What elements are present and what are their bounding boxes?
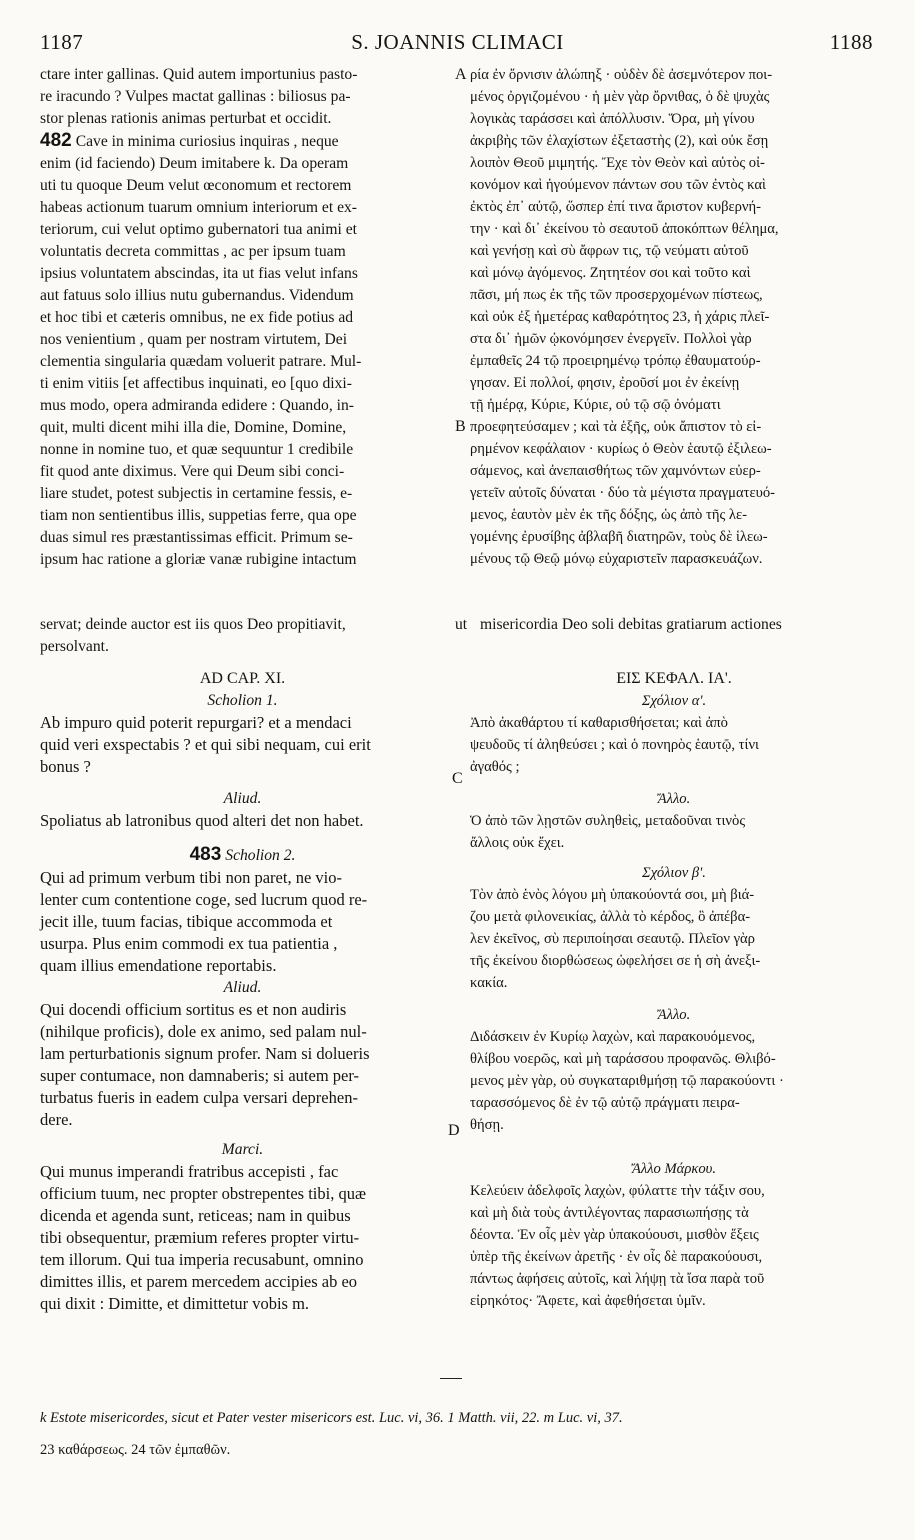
running-title: S. JOANNIS CLIMACI [351,30,564,54]
greek-scholion2-line: λεν ἐκεῖνος, σὺ περιποίησαι σεαυτῷ. Πλεῖον γὰρ [470,931,755,947]
greek-text-line: γησαν. Εἰ πολλοί, φησιν, ἐροῦσί μοι ἐν ἐκείνῃ [470,375,740,391]
latin-text-line [40,130,445,153]
greek-text-line: ἀκριβὴς τῶν ἐλαχίστων ἐξεταστὴς (2), καὶ οὐκ ἔσῃ [470,133,769,149]
greek-text-line: ἐκτὸς ἐπ᾿ αὐτῷ, ὥσπερ ἐπί τινα ἄριστον κυβερνή- [470,199,762,215]
greek-allo2-line: Διδάσκειν ἐν Κυρίῳ λαχὼν, καὶ παρακουόμενος, [470,1029,756,1045]
divider-rule [440,1378,462,1379]
greek-text-line: καὶ γενήσῃ καὶ σὺ ἄφρων τις, τῷ νεύματι αὐτοῦ [470,243,749,259]
full-line-right: misericordia Deo soli debitas gratiarum actiones [480,616,782,633]
latin-main-column [40,64,445,571]
latin-text-line: nonne in nomine tuo, et quæ sequuntur 1 credibile [40,441,354,458]
latin-scholion2-heading: Scholion 2. [225,847,296,864]
latin-text-line: habeas actionum tuarum omnium interiorum et ex- [40,199,357,216]
greek-marci-line: εἰρηκότος· Ἄφετε, καὶ ἀφεθήσεται ὑμῖν. [470,1293,706,1309]
latin-scholion1-heading: Scholion 1. [207,692,278,709]
greek-scholia [470,668,878,1312]
greek-text-line: ρημένον κεφάλαιον · κυρίως ὁ Θεὸν ἑαυτῷ ἐξιλεω- [470,441,772,457]
greek-allo1-line: ἄλλοις οὐκ ἔχει. [470,835,565,851]
latin-text-span: Cave in minima curiosius inquiras , neque [75,133,339,150]
greek-marci-line: δέοντα. Ἐν οἷς μὲν γὰρ ὑπακούουσι, μισθὸν ἕξεις [470,1227,759,1243]
greek-scholion1-line: ἀγαθός ; [470,759,520,775]
latin-text-line: clementia singularia quædam voluerit patrare. Mul- [40,353,362,370]
footnote-greek: 23 καθάρσεως. 24 τῶν ἐμπαθῶν. [40,1442,231,1458]
greek-allo2-line: θήσῃ. [470,1117,504,1133]
footnote-latin: k Estote misericordes, sicut et Pater vester misericors est. Luc. vi, 36. 1 Matth. vii, 22. m Luc. vi, 37. [40,1410,623,1426]
latin-scholia [40,668,445,1315]
latin-text-line: teriorum, cui velut optimo gubernatori tua animi et [40,221,357,238]
greek-scholion2-heading: Σχόλιον β'. [642,865,706,881]
greek-scholion2-line: ζου μετὰ φιλονεικίας, ἀλλὰ τὸ κέρδος, ὃ ἀπέβα- [470,909,751,925]
section-number-483: 483 [189,844,222,865]
latin-text-line: enim (id faciendo) Deum imitabere k. Da operam [40,155,349,172]
latin-last-line: persolvant. [40,638,109,655]
greek-scholion2-line: κακία. [470,975,508,991]
greek-text-line: σάμενος, καὶ ἀνεπαισθήτως τῶν χαμνόντων εὐερ- [470,463,761,479]
latin-text-line: et hoc tibi et cæteris omnibus, ne ex fide potius ad [40,309,354,326]
latin-scholion2-line: lenter cum contentione coge, sed lucrum quod re- [40,890,368,909]
greek-text-line: στα δι᾿ ἡμῶν ᾠκονόμησεν ἐνεργεῖν. Πολλοὶ γὰρ [470,331,752,347]
latin-aliud2-line: dere. [40,1110,73,1129]
greek-text-line: μένους τῷ Θεῷ μόνῳ εὐχαριστεῖν παρασκευάζων. [470,551,763,567]
greek-text-line: την · καὶ δι᾿ ἐκείνου τὸ σεαυτοῦ ἀποκόπτων θέλημα, [470,221,779,237]
latin-scholion2-line: jecit ille, tuum facias, tibique accommoda et [40,912,333,931]
latin-text-line: ipsum hac ratione a gloriæ vanæ rubigine intactum [40,551,357,568]
greek-text-line: γετεῖν αὐτοῖς δύναται · δύο τὰ μέγιστα πραγματευό- [470,485,775,501]
latin-text-line: duas simul res præstantissimas efficit. Primum se- [40,529,353,546]
greek-marci-line: καὶ μὴ διὰ τοὺς ἀντιλέγοντας παρασιωπήσῃς τὰ [470,1205,749,1221]
greek-text-line: λοιπὸν Θεοῦ μιμητής. Ἔχε τὸν Θεὸν καὶ αὐτὸς οἰ- [470,155,765,171]
latin-scholion1-line: Ab impuro quid poterit repurgari? et a mendaci [40,713,352,732]
latin-text-line: ctare inter gallinas. Quid autem importunius pasto- [40,66,358,83]
latin-marci-line: Qui munus imperandi fratribus accepisti , fac [40,1162,339,1181]
latin-text-line: voluntatis decreta committas , ac per ipsum tuam [40,243,346,260]
latin-aliud2-line: super contumace, non damnaberis; si autem per- [40,1066,360,1085]
latin-text-line: fit quod ante diximus. Vere qui Deum sibi conci- [40,463,345,480]
latin-text-line: tiam non sentientibus illis, suppetias ferre, qua ope [40,507,357,524]
greek-text-line: ρία ἐν ὄρνισιν ἀλώπηξ · οὐδὲν δὲ ἀσεμνότερον ποι- [470,67,773,83]
margin-mark-a: A [455,66,467,83]
greek-text-line: λογικὰς ταράσσει καὶ ἀπόλλυσιν. Ὅρα, μὴ γίνου [470,111,755,127]
latin-aliud1-text: Spoliatus ab latronibus quod alteri det non habet. [40,811,364,830]
latin-text-line: liare studet, potest subjectis in certamine fessis, e- [40,485,353,502]
full-width-line [40,614,876,636]
full-line-left: servat; deinde auctor est iis quos Deo propitiavit, [40,616,346,633]
latin-scholion2-line: Qui ad primum verbum tibi non paret, ne vio- [40,868,342,887]
greek-scholion1-line: Ἀπὸ ἀκαθάρτου τί καθαρισθήσεται; καὶ ἀπὸ [470,715,728,731]
greek-marci-line: ὑπὲρ τῆς ἐκείνων ἀρετῆς · ἐν οἷς δὲ παρακούουσι, [470,1249,763,1265]
latin-aliud2-line: lam perturbationis signum profer. Nam si dolueris [40,1044,370,1063]
latin-aliud1-heading: Aliud. [223,790,262,807]
latin-text-line: aut fatuus solo illius nutu gubernandus. Videndum [40,287,354,304]
latin-text-line: uti tu quoque Deum velut œconomum et rectorem [40,177,352,194]
latin-scholion2-line: quam illius emendatione reportabis. [40,956,277,975]
latin-marci-line: qui dixit : Dimitte, et dimittetur vobis m. [40,1294,310,1313]
greek-scholion2-line: τῆς ἐκείνου διορθώσεως ὠφελήσει σε ἡ σὴ ἀνεξι- [470,953,761,969]
greek-text-line: πᾶσι, μή πως ἐκ τῆς τῶν προσερχομένων πίστεως, [470,287,763,303]
greek-text-line: καὶ μόνῳ ἀγόμενος. Ζητητέον σοι καὶ τοῦτο καὶ [470,265,751,281]
latin-marci-line: officium tuum, nec propter obstrepentes tibi, quæ [40,1184,366,1203]
margin-mark-b: B [455,418,466,435]
greek-allo1-heading: Ἄλλο. [657,791,691,807]
latin-text-line: ipsius voluntatem abscindas, ita ut fias velut infans [40,265,358,282]
latin-aliud2-line: Qui docendi officium sortitus es et non audiris [40,1000,347,1019]
greek-text-line: μενος, ἑαυτὸν μὲν ἐκ τῆς δόξης, ὡς ἀπὸ τῆς λε- [470,507,747,523]
latin-marci-heading: Marci. [221,1141,264,1158]
greek-allo2-line: ταρασσόμενος δὲ ἐν τῷ αὐτῷ πράγματι πειρα- [470,1095,740,1111]
latin-scholion2-line: usurpa. Plus enim commodi ex tua patientia , [40,934,338,953]
latin-aliud2-line: turbatus fueris in eadem culpa versari deprehen- [40,1088,358,1107]
latin-text-line: mus modo, opera admiranda edidere : Quando, in- [40,397,354,414]
latin-aliud2-heading: Aliud. [223,979,262,996]
latin-marci-line: dicenda et agenda sunt, reticeas; nam in quibus [40,1206,351,1225]
latin-text-line: nos venientium , quam per nostram virtutem, Dei [40,331,348,348]
greek-main-column [470,64,878,570]
full-line-mid: ut [455,616,468,633]
latin-text-line: ti enim vitiis [et affectibus inquinati, eo [quo dixi- [40,375,352,392]
greek-text-line: μένος ὀργιζομένου · ἡ μὲν γὰρ ὄρνιθας, ὁ δὲ ψυχὰς [470,89,770,105]
latin-marci-line: tibi obsequentur, præmium referes propter virtu- [40,1228,360,1247]
greek-scholion2-line: Τὸν ἀπὸ ἑνὸς λόγου μὴ ὑπακούοντά σοι, μὴ βιά- [470,887,755,903]
latin-aliud2-line: (nihilque proficis), dole ex animo, sed palam nul- [40,1022,367,1041]
greek-scholion1-line: ψευδοῦς τί ἀληθεύσει ; καὶ ὁ πονηρὸς ἑαυτῷ, τίνι [470,737,759,753]
margin-mark-c: C [452,770,463,787]
latin-text-line: stor plenas rationis animas perturbat et occidit. [40,110,332,127]
page-number-right: 1188 [829,30,873,54]
page-number-left: 1187 [40,30,84,54]
greek-marci-line: πάντως ἀφήσεις αὐτοῖς, καὶ λήψῃ τὰ ἴσα παρὰ τοῦ [470,1271,765,1287]
greek-text-line: τῇ ἡμέρᾳ, Κύριε, Κύριε, οὐ τῷ σῷ ὀνόματι [470,397,721,413]
greek-scholion1-heading: Σχόλιον α'. [641,693,707,709]
greek-text-line: προεφητεύσαμεν ; καὶ τὰ ἑξῆς, οὐκ ἄπιστον τὸ εἰ- [470,419,762,435]
latin-marci-line: dimittes illis, et parem mercedem accipies ab eo [40,1272,358,1291]
greek-allo2-heading: Ἄλλο. [657,1007,691,1023]
greek-allo2-line: μενος μὲν γὰρ, οὐ συγκαταριθμήσῃ τῷ παρακούοντι · [470,1073,784,1089]
greek-text-line: γομένης ἐρυσίβης ἀβλαβῆ διατηρῶν, τοὺς δὲ ἱλεω- [470,529,768,545]
greek-text-line: καὶ οὐκ ἐξ ἡμετέρας καθαρότητος 23, ἡ χάρις πλεῖ- [470,309,770,325]
latin-text-line: quit, multi dicent mihi illa die, Domine, Domine, [40,419,347,436]
latin-scholion1-line: bonus ? [40,757,91,776]
greek-text-line: ἐμπαθεῖς 24 τῷ προειρημένῳ τρόπῳ ἐθαυματούρ- [470,353,761,369]
latin-marci-line: tem illorum. Qui tua imperia recusabunt, omnino [40,1250,364,1269]
latin-cap-heading: AD CAP. XI. [199,670,286,687]
greek-allo1-line: Ὁ ἀπὸ τῶν λῃστῶν συληθεὶς, μεταδοῦναι τινὸς [470,813,746,829]
greek-text-line: κονόμον καὶ ἡγούμενον πάντων σου τῶν ἐντὸς καὶ [470,177,766,193]
margin-mark-d: D [448,1122,460,1139]
greek-cap-heading: ΕΙΣ ΚΕΦΑΛ. ΙΑ'. [616,670,732,687]
greek-marci-line: Κελεύειν ἀδελφοῖς λαχὼν, φύλαττε τὴν τάξιν σου, [470,1183,765,1199]
latin-text-line: re iracundo ? Vulpes mactat gallinas : biliosus pa- [40,88,351,105]
section-number-482: 482 [40,130,72,151]
greek-allo2-line: θλίβου νοερῶς, καὶ μὴ ταράσσου προφανῶς. Θλιβό- [470,1051,776,1067]
latin-scholion1-line: quid veri exspectabis ? et qui sibi nequam, cui erit [40,735,371,754]
greek-marci-heading: Ἄλλο Μάρκου. [632,1161,716,1177]
